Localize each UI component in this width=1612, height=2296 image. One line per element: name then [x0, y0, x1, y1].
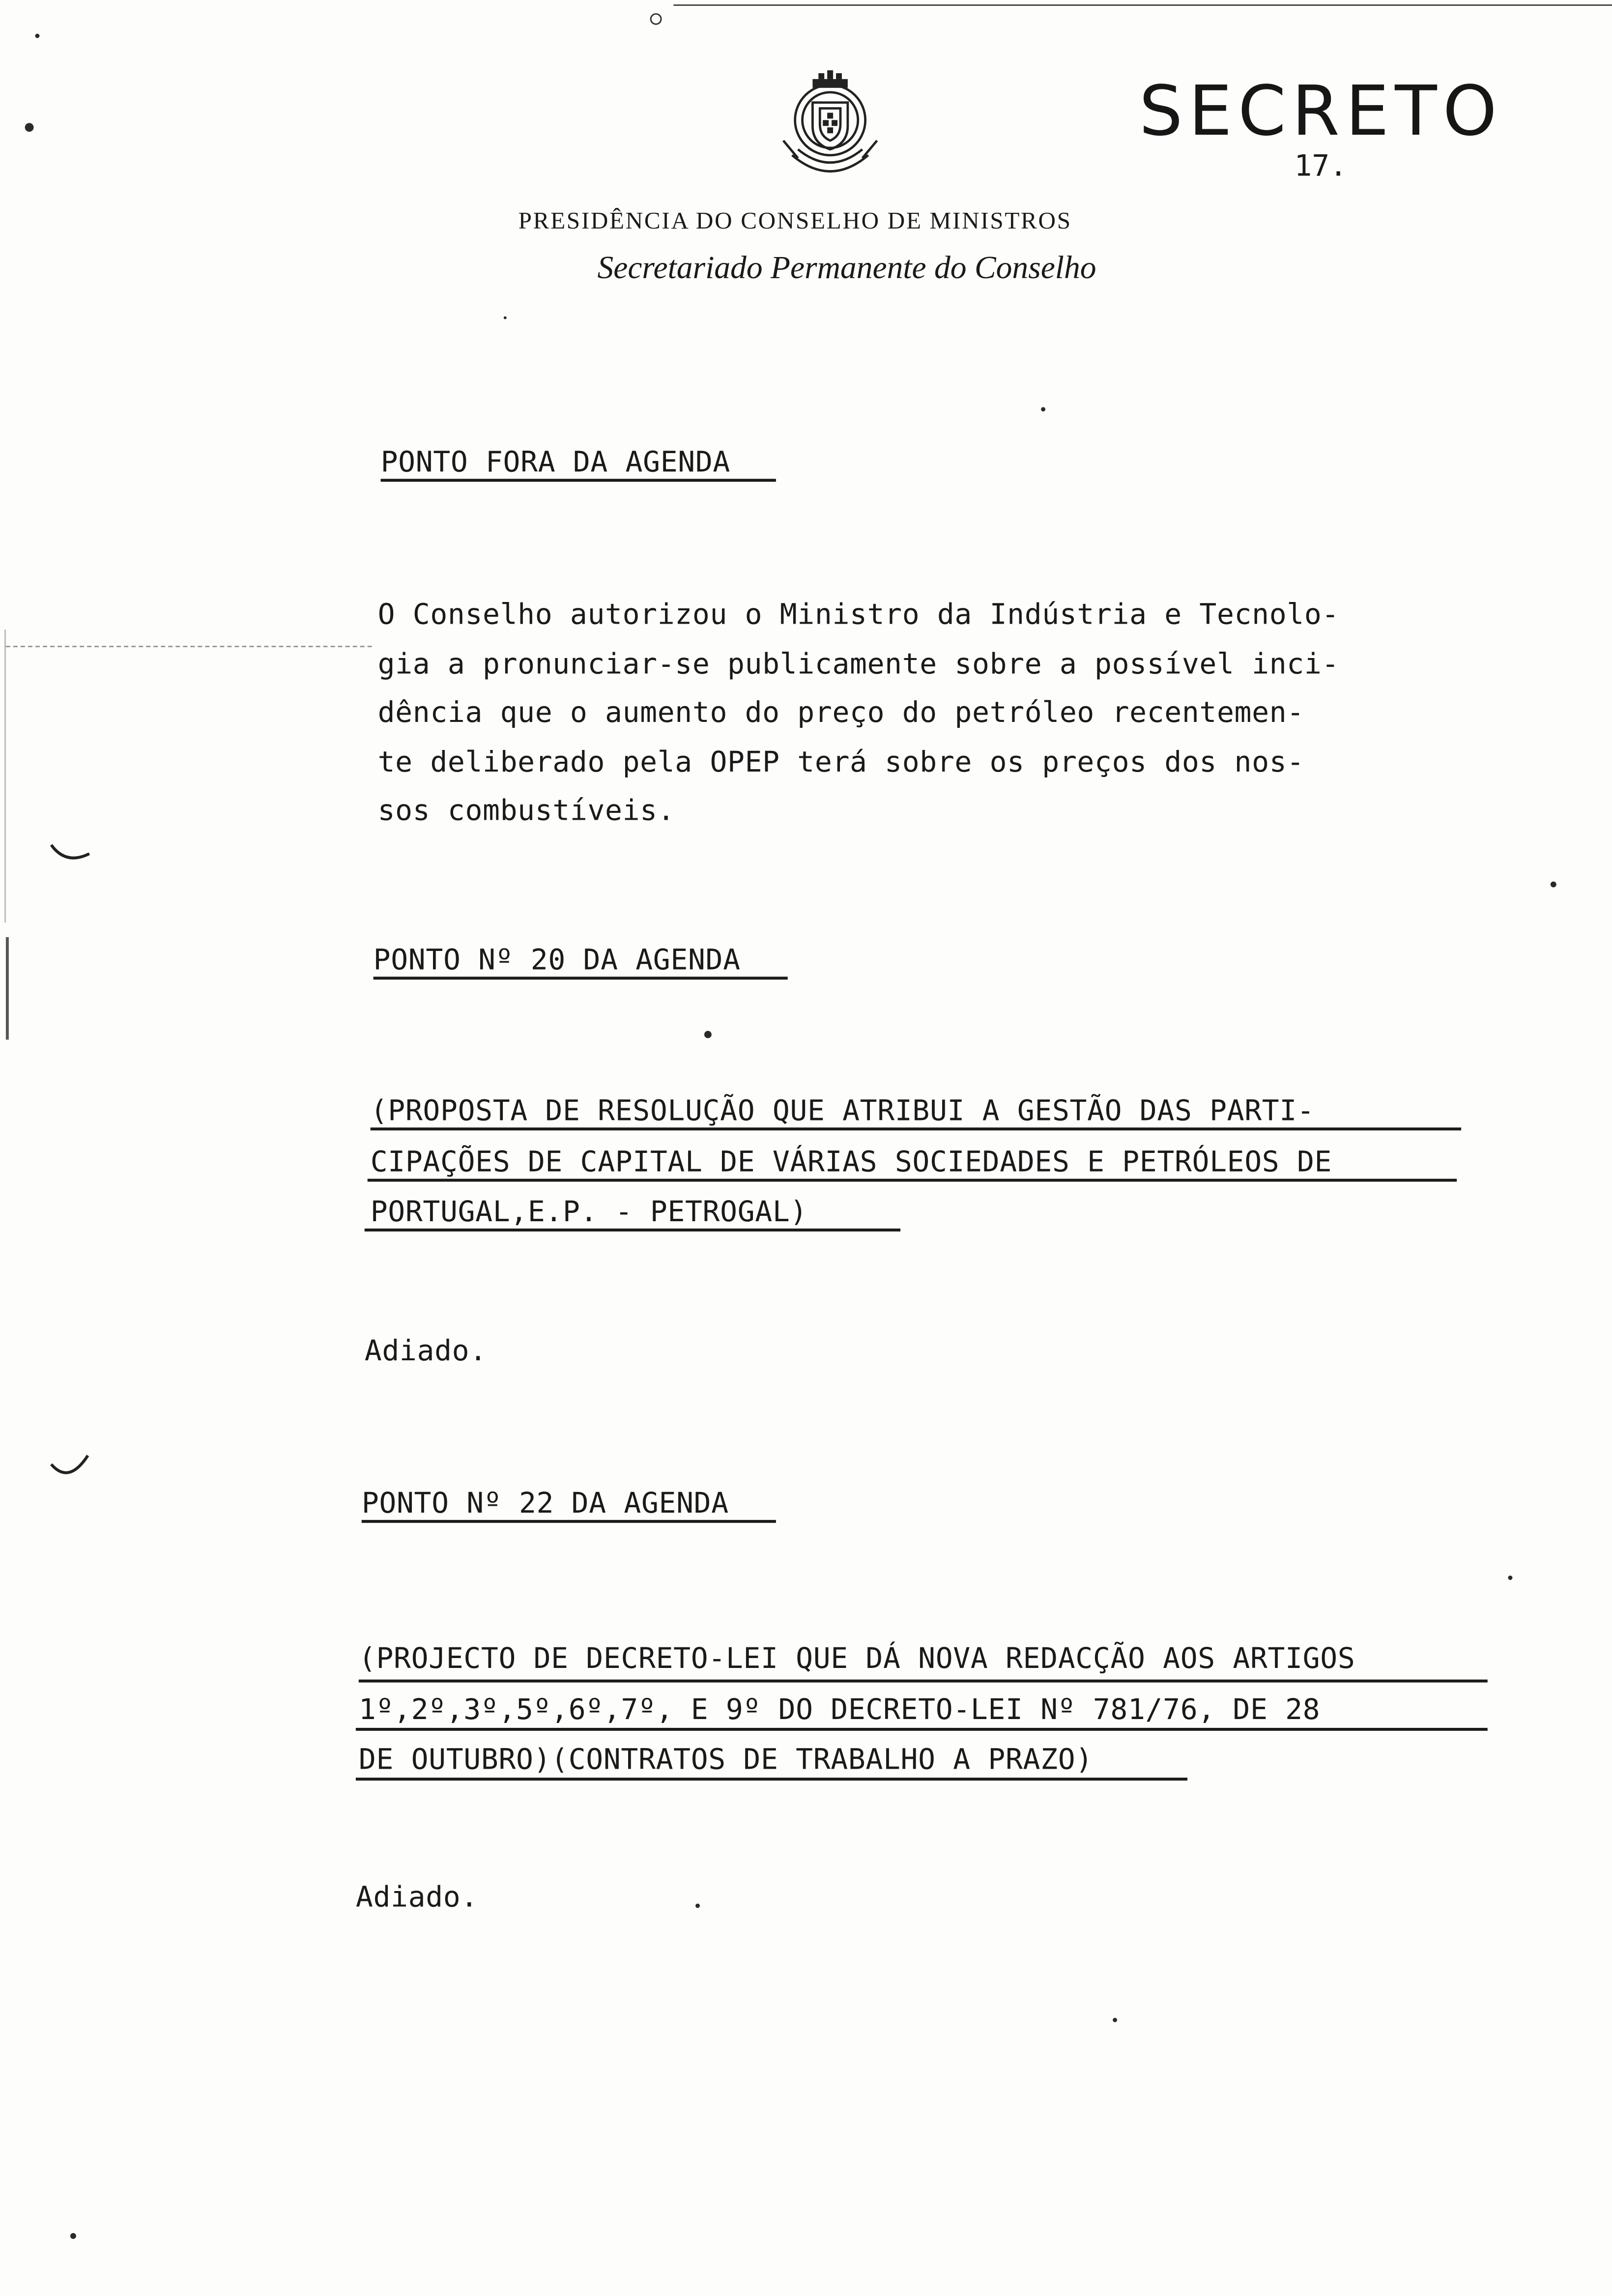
paragraph-line: sos combustíveis.: [377, 793, 675, 828]
agenda-item-proposal: [371, 1088, 1332, 1239]
agenda-item-result: Adiado.: [364, 1334, 487, 1368]
heading-underline: [374, 976, 788, 979]
classification-stamp: SECRETO: [1139, 72, 1503, 152]
heading-underline: [362, 1520, 776, 1522]
proposal-line: (PROPOSTA DE RESOLUÇÃO QUE ATRIBUI A GESTÃO DAS PARTI-: [370, 1093, 1315, 1128]
proposal-underline: [368, 1179, 1457, 1181]
paragraph-line: te deliberado pela OPEP terá sobre os preços dos nos-: [377, 745, 1304, 778]
paragraph-line: dência que o aumento do preço do petróleo recentemen-: [377, 695, 1304, 729]
heading-underline: [381, 479, 776, 481]
section-heading: PONTO Nº 22 DA AGENDA: [361, 1486, 729, 1520]
scan-speck: [695, 1903, 700, 1908]
department-subheading: Secretariado Permanente do Conselho: [597, 249, 1096, 286]
proposal-underline: [365, 1229, 900, 1231]
scan-speck: [1551, 882, 1556, 888]
scan-speck: [1508, 1576, 1512, 1580]
scan-left-edge: [4, 630, 6, 922]
scan-speck: [35, 34, 39, 38]
scan-speck: [25, 123, 34, 132]
proposal-underline: [371, 1127, 1461, 1130]
agenda-item-result: Adiado.: [355, 1880, 478, 1914]
section-heading: PONTO FORA DA AGENDA: [380, 445, 731, 479]
section-body-paragraph: [378, 592, 1339, 837]
paragraph-line: gia a pronunciar-se publicamente sobre a possível inci-: [377, 646, 1339, 681]
proposal-underline: [356, 1728, 1488, 1730]
institution-letterhead: PRESIDÊNCIA DO CONSELHO DE MINISTROS: [518, 206, 1072, 234]
proposal-underline: [356, 1778, 1187, 1780]
scan-ring-mark: [650, 13, 662, 25]
scan-speck: [504, 316, 507, 319]
scan-left-edge: [6, 937, 8, 1040]
proposal-line: (PROJECTO DE DECRETO-LEI QUE DÁ NOVA REDACÇÃO AOS ARTIGOS: [358, 1641, 1355, 1675]
portuguese-coat-of-arms-icon: [772, 67, 889, 187]
proposal-underline: [359, 1680, 1488, 1682]
scan-speck: [1113, 2018, 1117, 2022]
paragraph-line: O Conselho autorizou o Ministro da Indústria e Tecnolo-: [377, 597, 1339, 631]
section-heading: PONTO Nº 20 DA AGENDA: [373, 943, 741, 977]
page-number: 17.: [1294, 147, 1348, 183]
agenda-item-proposal: [359, 1636, 1355, 1787]
proposal-line: PORTUGAL,E.P. - PETROGAL): [370, 1195, 807, 1229]
scan-curve-mark: [48, 839, 92, 868]
scan-top-rule: [673, 4, 1612, 6]
scan-speck: [1041, 407, 1045, 411]
proposal-line: DE OUTUBRO)(CONTRATOS DE TRABALHO A PRAZO): [358, 1742, 1093, 1777]
scan-speck: [70, 2233, 76, 2239]
proposal-line: CIPAÇÕES DE CAPITAL DE VÁRIAS SOCIEDADES E PETRÓLEOS DE: [370, 1144, 1332, 1178]
scan-curve-mark: [48, 1453, 92, 1485]
scan-dashed-smudge: [6, 646, 372, 647]
proposal-line: 1º,2º,3º,5º,6º,7º, E 9º DO DECRETO-LEI Nº 781/76, DE 28: [358, 1692, 1321, 1726]
scan-speck: [704, 1031, 712, 1038]
